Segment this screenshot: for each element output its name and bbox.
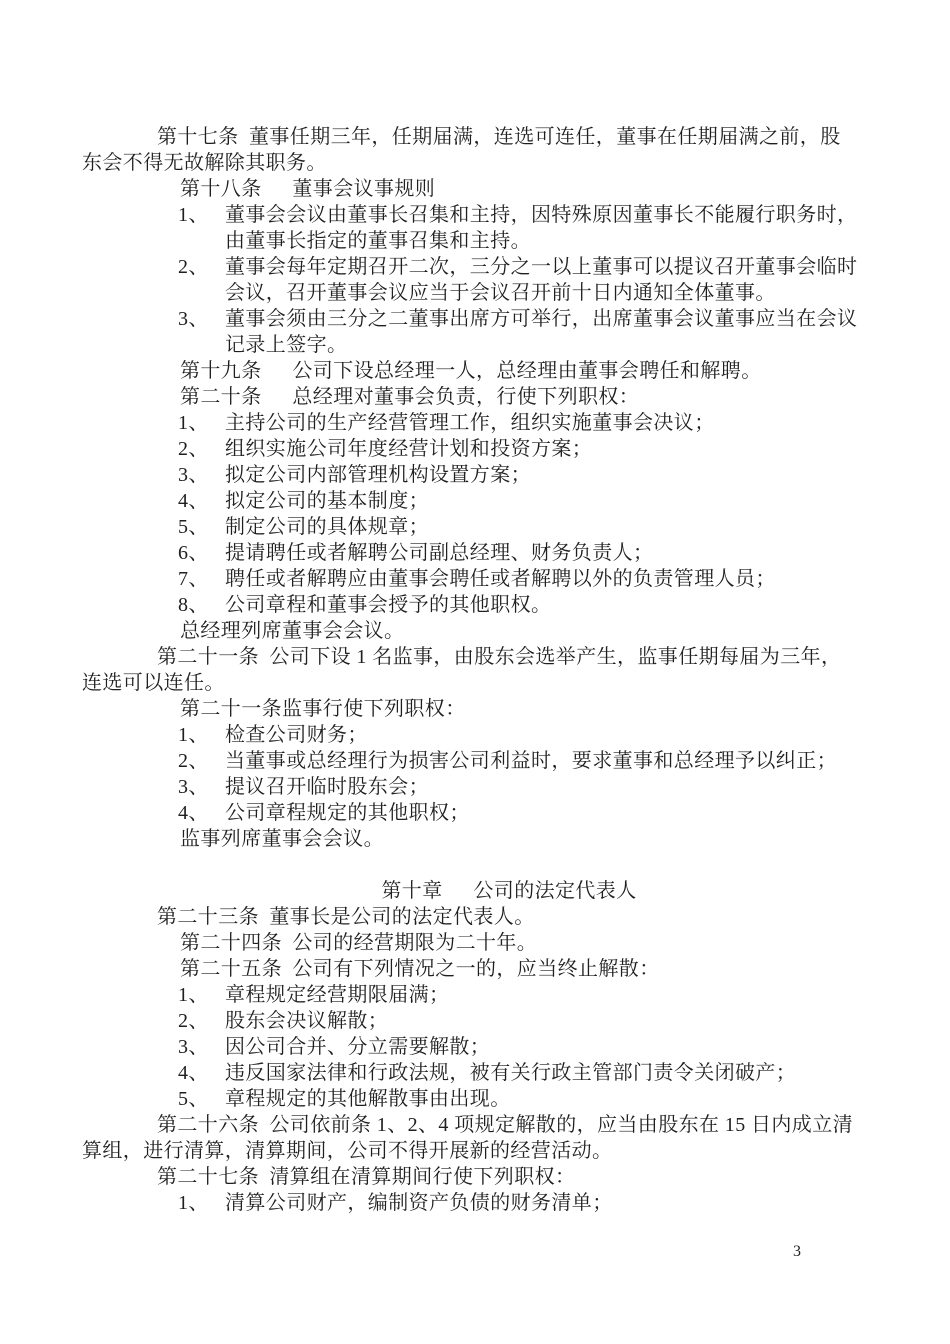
paragraph-line: 第二十一条监事行使下列职权：: [180, 698, 466, 720]
list-item-line: 3、 提议召开临时股东会；: [178, 776, 429, 798]
list-item-line: 5、 制定公司的具体规章；: [178, 516, 429, 538]
list-marker: 2、: [178, 1010, 209, 1032]
paragraph-line: 总经理列席董事会会议。: [180, 620, 405, 642]
wrapped-line: 会议，召开董事会议应当于会议召开前十日内通知全体董事。: [225, 282, 776, 304]
paragraph-line: 第二十一条 公司下设 1 名监事，由股东会选举产生，监事任期每届为三年，: [157, 646, 842, 668]
list-item-line: 3、 因公司合并、分立需要解散；: [178, 1036, 491, 1058]
wrapped-line: 东会不得无故解除其职务。: [82, 152, 327, 174]
chapter-heading: 第十章 公司的法定代表人: [381, 880, 637, 902]
list-marker: 2、: [178, 750, 209, 772]
list-item-line: 3、 拟定公司内部管理机构设置方案；: [178, 464, 531, 486]
list-item-line: 3、 董事会须由三分之二董事出席方可举行，出席董事会议董事应当在会议: [178, 308, 858, 330]
list-marker: 3、: [178, 464, 209, 486]
page-number: 3: [793, 1243, 801, 1260]
paragraph-line: 第十八条 董事会议事规则: [180, 178, 436, 200]
paragraph-line: 第二十条 总经理对董事会负责，行使下列职权：: [180, 386, 640, 408]
paragraph-line: 第十七条 董事任期三年，任期届满，连选可连任，董事在任期届满之前，股: [157, 126, 841, 148]
list-marker: 1、: [178, 1192, 209, 1214]
paragraph-line: 第二十五条 公司有下列情况之一的，应当终止解散：: [180, 958, 660, 980]
list-marker: 3、: [178, 1036, 209, 1058]
list-marker: 1、: [178, 412, 209, 434]
wrapped-line: 由董事长指定的董事召集和主持。: [225, 230, 531, 252]
list-item-line: 2、 股东会决议解散；: [178, 1010, 389, 1032]
list-marker: 3、: [178, 776, 209, 798]
list-marker: 8、: [178, 594, 209, 616]
list-marker: 5、: [178, 1088, 209, 1110]
paragraph-line: 第二十七条 清算组在清算期间行使下列职权：: [157, 1166, 576, 1188]
list-item-line: 1、 清算公司财产，编制资产负债的财务清单；: [178, 1192, 613, 1214]
wrapped-line: 记录上签字。: [225, 334, 348, 356]
list-item-line: 6、 提请聘任或者解聘公司副总经理、财务负责人；: [178, 542, 654, 564]
list-marker: 1、: [178, 984, 209, 1006]
list-item-line: 7、 聘任或者解聘应由董事会聘任或者解聘以外的负责管理人员；: [178, 568, 776, 590]
list-item-line: 1、 检查公司财务；: [178, 724, 368, 746]
list-item-line: 4、 违反国家法律和行政法规，被有关行政主管部门责令关闭破产；: [178, 1062, 797, 1084]
list-marker: 1、: [178, 204, 209, 226]
paragraph-line: 第十九条 公司下设总经理一人，总经理由董事会聘任和解聘。: [180, 360, 762, 382]
list-item-line: 1、 章程规定经营期限届满；: [178, 984, 450, 1006]
paragraph-line: 第二十四条 公司的经营期限为二十年。: [180, 932, 538, 954]
list-item-line: 4、 公司章程规定的其他职权；: [178, 802, 470, 824]
list-item-line: 2、 当董事或总经理行为损害公司利益时，要求董事和总经理予以纠正；: [178, 750, 837, 772]
list-marker: 4、: [178, 1062, 209, 1084]
list-marker: 4、: [178, 490, 209, 512]
list-marker: 6、: [178, 542, 209, 564]
list-marker: 5、: [178, 516, 209, 538]
list-marker: 3、: [178, 308, 209, 330]
wrapped-line: 算组，进行清算，清算期间，公司不得开展新的经营活动。: [82, 1140, 613, 1162]
list-marker: 1、: [178, 724, 209, 746]
list-item-line: 1、 董事会会议由董事长召集和主持，因特殊原因董事长不能履行职务时，: [178, 204, 858, 226]
list-item-line: 8、 公司章程和董事会授予的其他职权。: [178, 594, 552, 616]
list-marker: 2、: [178, 438, 209, 460]
paragraph-line: 监事列席董事会会议。: [180, 828, 384, 850]
wrapped-line: 连选可以连任。: [82, 672, 225, 694]
list-marker: 2、: [178, 256, 209, 278]
list-marker: 7、: [178, 568, 209, 590]
paragraph-line: 第二十六条 公司依前条 1、2、4 项规定解散的，应当由股东在 15 日内成立清: [157, 1114, 853, 1136]
list-item-line: 1、 主持公司的生产经营管理工作，组织实施董事会决议；: [178, 412, 715, 434]
list-item-line: 4、 拟定公司的基本制度；: [178, 490, 429, 512]
blank-line: [82, 852, 868, 878]
list-item-line: 2、 董事会每年定期召开二次，三分之一以上董事可以提议召开董事会临时: [178, 256, 858, 278]
list-marker: 4、: [178, 802, 209, 824]
list-item-line: 5、 章程规定的其他解散事由出现。: [178, 1088, 511, 1110]
text-column: [82, 124, 868, 1216]
paragraph-line: 第二十三条 董事长是公司的法定代表人。: [157, 906, 535, 928]
list-item-line: 2、 组织实施公司年度经营计划和投资方案；: [178, 438, 593, 460]
